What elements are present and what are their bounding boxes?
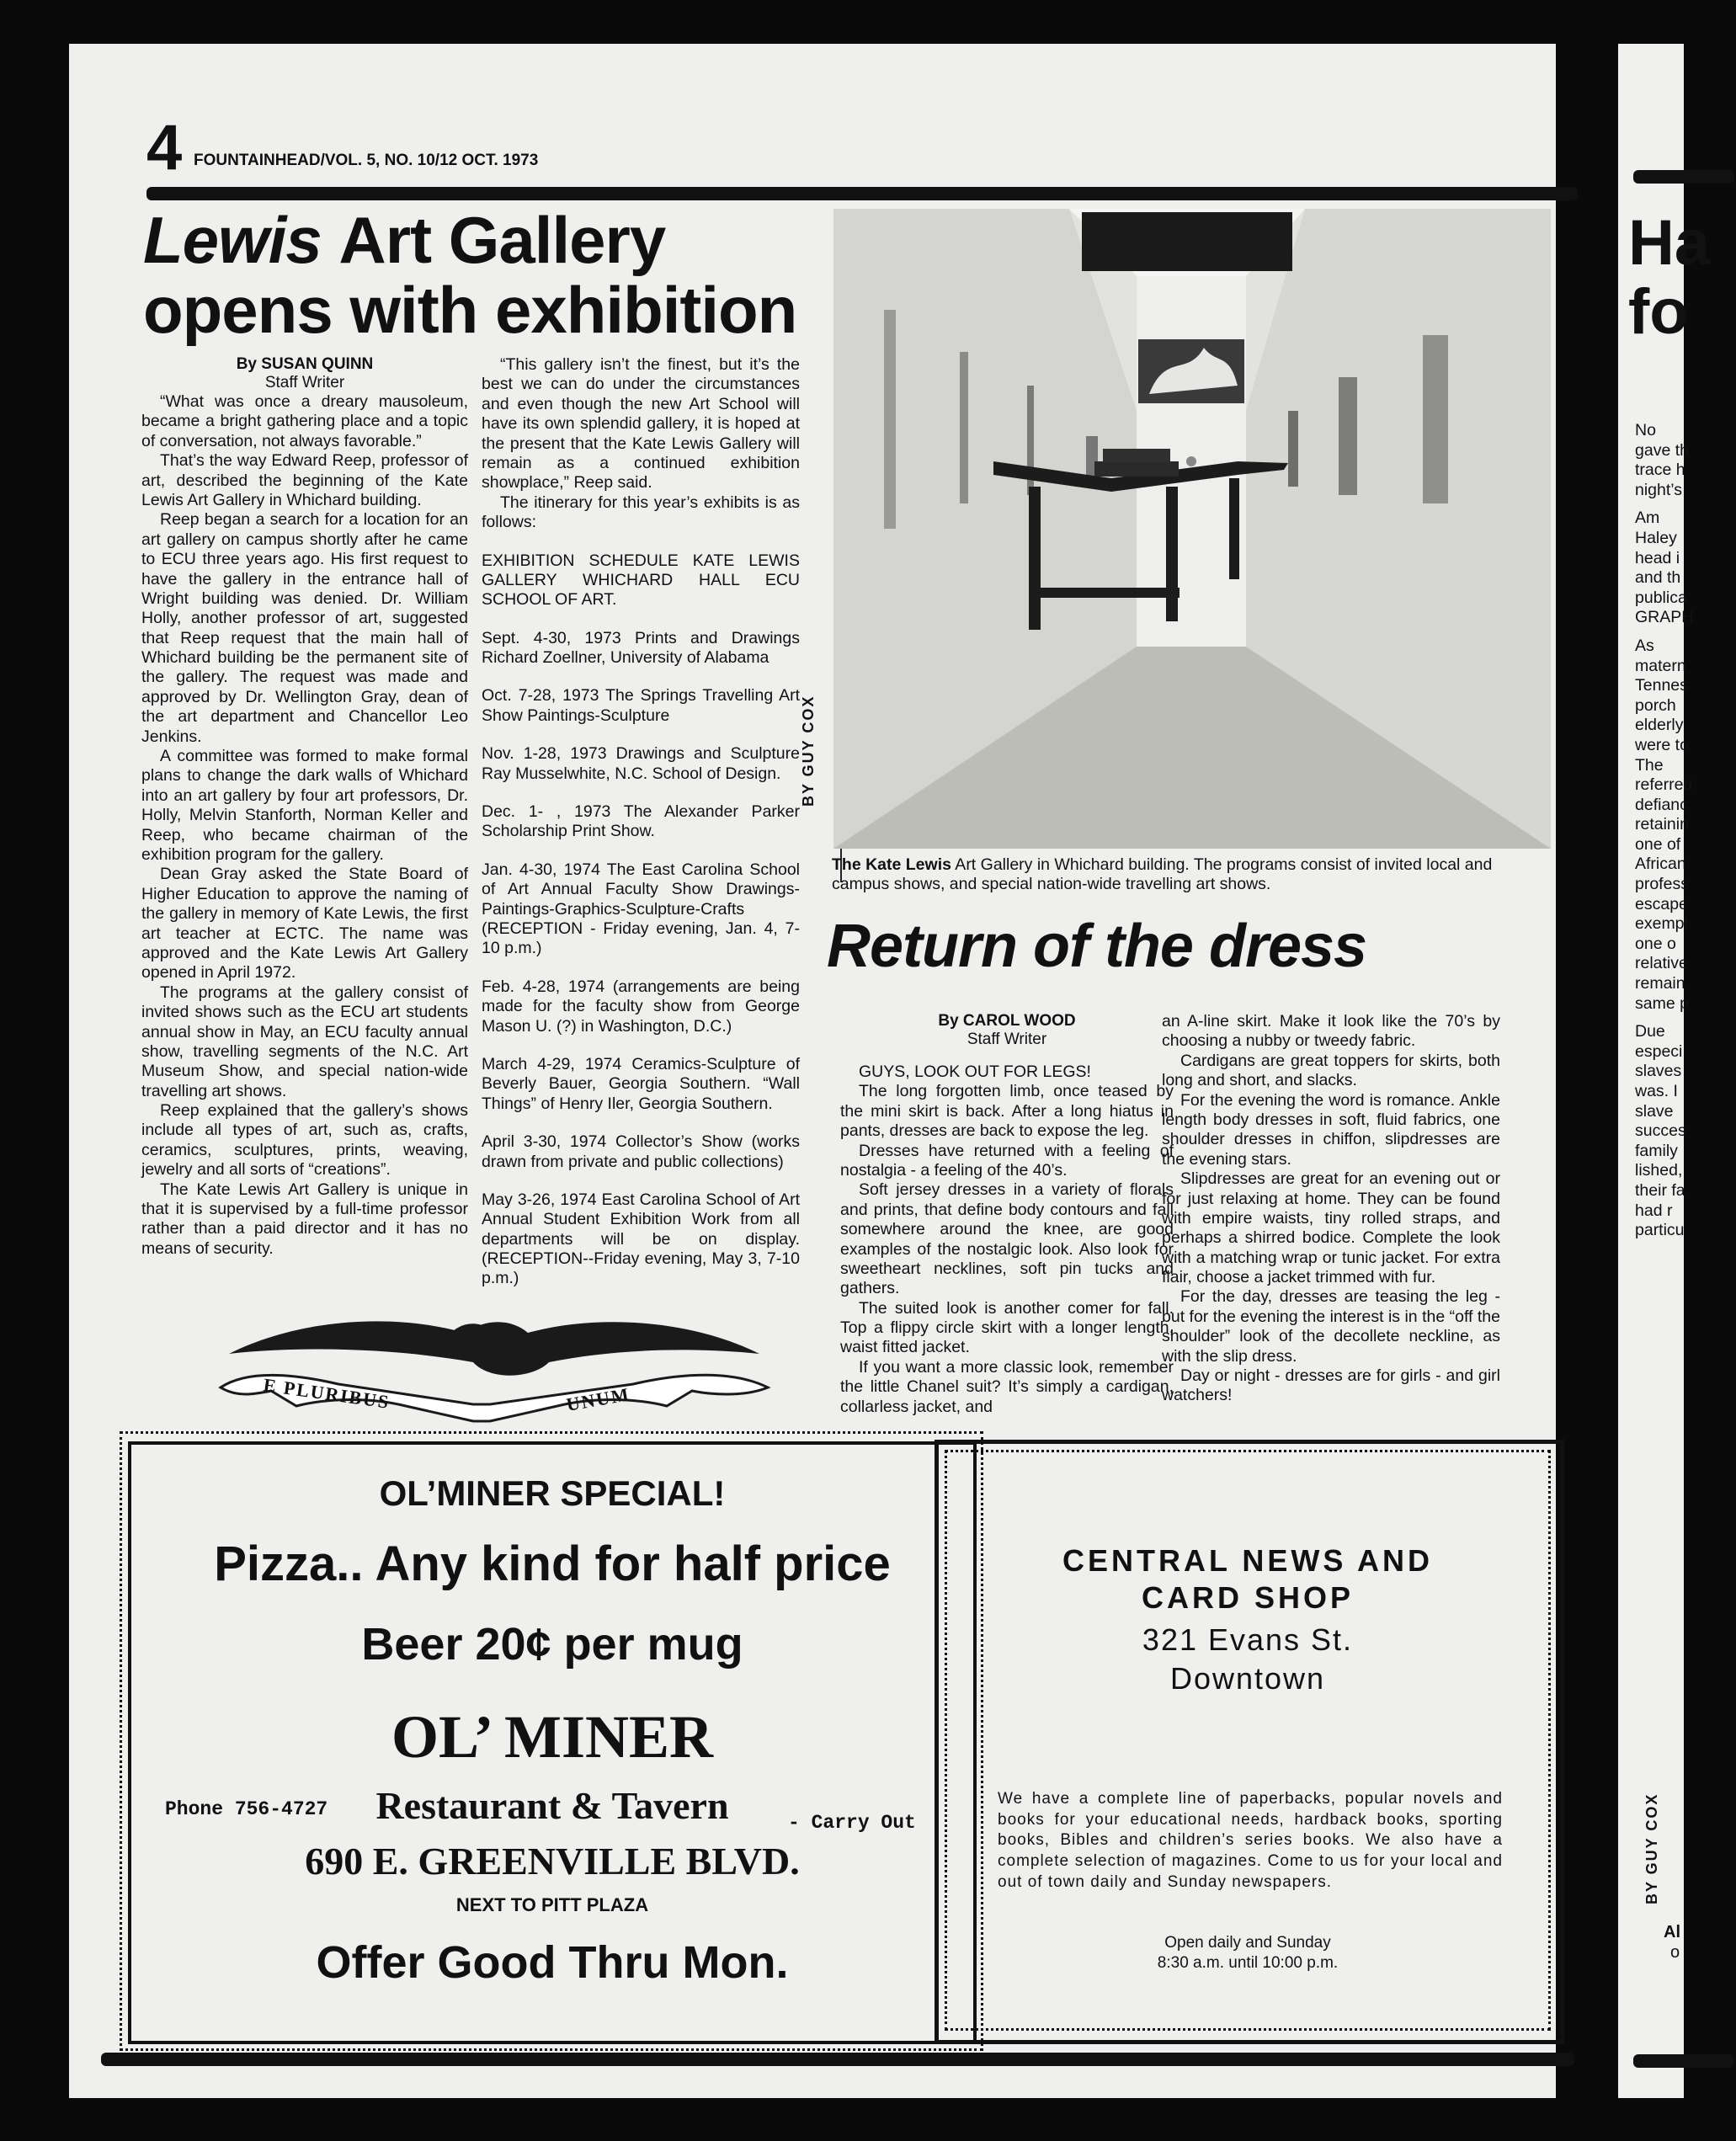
masthead-issue: FOUNTAINHEAD/VOL. 5, NO. 10/12 OCT. 1973	[194, 152, 539, 169]
adjacent-fragment: was. I	[1635, 1082, 1678, 1100]
adjacent-fragment: their fa	[1635, 1180, 1685, 1200]
paragraph: Reep explained that the gallery’s shows include all types of art, such as, crafts, ceramics, sculptures, prints, weaving, jewelry and all sorts of “creations”.	[141, 1101, 468, 1180]
adjacent-fragment: night’s	[1635, 480, 1683, 499]
adjacent-fragment: relative	[1635, 954, 1688, 973]
schedule-item: Nov. 1-28, 1973 Drawings and Sculpture Ray Musselwhite, N.C. School of Design.	[482, 744, 800, 783]
adjacent-fragment: were to	[1635, 735, 1689, 754]
olminer-beer: Beer 20¢ per mug	[361, 1619, 743, 1670]
olminer-carryout: - Carry Out	[788, 1812, 916, 1834]
adjacent-fragment: GRAPH	[1635, 608, 1694, 627]
caption-bold: The Kate Lewis	[832, 855, 951, 874]
article2-headline: Return of the dress	[827, 913, 1367, 980]
adjacent-fragment: one of	[1635, 834, 1681, 854]
adjacent-fragment: head i	[1635, 548, 1680, 567]
caption-text: Art Gallery in Whichard building. The programs consist of invited local and campus shows, and special nation-wide travelling art shows.	[832, 855, 1493, 894]
paragraph: The Kate Lewis Art Gallery is unique in that it is supervised by a full-time professor rather than a paid director and it has no means of security.	[141, 1180, 468, 1258]
motto-left: E PLURIBUS	[262, 1374, 391, 1413]
adjacent-fragment: gave th	[1635, 440, 1689, 460]
adjacent-tail1: Al	[1664, 1923, 1680, 1941]
headline-word-lewis: Lewis	[143, 203, 322, 277]
article1-headline	[143, 203, 901, 347]
motto-right: UNUM	[564, 1383, 632, 1415]
article1-col1-text	[141, 392, 468, 1259]
adjacent-fragment: slave	[1635, 1101, 1674, 1121]
article1-role: Staff Writer	[264, 374, 345, 391]
central-title1: CENTRAL NEWS AND	[1062, 1543, 1433, 1578]
paragraph: Reep began a search for a location for an art gallery on campus shortly after he came to ECU three years ago. His first request to have the gallery in the entrance hall of Wright building was denied. Dr. William Holly, another professor of art, suggested that Reep request that the main hall of Whichard building be the permanent site of the gallery. The request was made and approved by Dr. Wellington Gray, dean of the art department and Chancellor Leo Jenkins.	[141, 510, 468, 746]
adjacent-fragment: referred	[1635, 775, 1693, 795]
article1-column2	[482, 355, 800, 1289]
adjacent-fragment: lished,	[1635, 1161, 1683, 1180]
paragraph: The suited look is another comer for fall. Top a flippy circle skirt with a longer length, waist fitted jacket.	[840, 1298, 1174, 1357]
paragraph: The itinerary for this year’s exhibits is as follows:	[482, 493, 800, 532]
schedule-item: Sept. 4-30, 1973 Prints and Drawings Richard Zoellner, University of Alabama	[482, 628, 800, 668]
photo-credit: BY GUY COX	[800, 695, 817, 807]
adjacent-page	[1618, 44, 1711, 2098]
paragraph: an A-line skirt. Make it look like the 70’s by choosing a nubby or tweedy fabric.	[1162, 1012, 1500, 1051]
adjacent-fragment: matern	[1635, 656, 1686, 675]
central-hours2: 8:30 a.m. until 10:00 p.m.	[1157, 1954, 1339, 1972]
adjacent-fragment: publica	[1635, 588, 1687, 607]
adjacent-fragment: same p	[1635, 993, 1689, 1013]
paragraph: “This gallery isn’t the finest, but it’s the best we can do under the circumstances and even though the new Art School will have its own splendid gallery, it is hoped at the present that the Kate Lewis Gallery will remain as a continued exhibition showplace,” Reep said.	[482, 355, 800, 493]
adjacent-fragment: family	[1635, 1141, 1678, 1160]
adjacent-fragment: The	[1635, 755, 1664, 775]
paragraph: Day or night - dresses are for girls - and girl watchers!	[1162, 1366, 1500, 1405]
adjacent-top-rule	[1633, 170, 1734, 184]
olminer-ad	[128, 1441, 977, 2044]
bottom-rule	[101, 2053, 1574, 2066]
headline-art-gallery: Art Gallery	[338, 203, 666, 277]
paragraph: Dean Gray asked the State Board of Higher Education to approve the naming of the gallery in memory of Kate Lewis, the first art teacher at ECTC. The name was approved and the Kate Lewis Art Gallery opened in April 1972.	[141, 865, 468, 983]
adjacent-fragment: trace h	[1635, 461, 1685, 480]
adjacent-fragment: exempt	[1635, 914, 1689, 934]
paragraph: Slipdresses are great for an evening out or for just relaxing at home. They can be found with empire waists, tiny rolled straps, and perhaps a shirred bodice. Complete the look with a matching wrap or tunic jacket. For extra flair, choose a jacket trimmed with fur.	[1162, 1169, 1500, 1287]
paragraph: Soft jersey dresses in a variety of florals and prints, that define body contours and fall somewhere around the knee, are good examples of the nostalgic look. Also look for sweetheart necklines, soft pin tucks and gathers.	[840, 1180, 1174, 1298]
page-number: 4	[146, 112, 183, 184]
adjacent-fragment: slaves	[1635, 1062, 1682, 1081]
adjacent-headline-line1: Ha	[1628, 207, 1711, 279]
adjacent-headline	[1628, 209, 1710, 347]
paragraph: Cardigans are great toppers for skirts, both long and short, and slacks.	[1162, 1051, 1500, 1090]
adjacent-fragment: profess	[1635, 875, 1689, 894]
central-hours1: Open daily and Sunday	[1164, 1934, 1331, 1952]
adjacent-fragment: Due	[1635, 1022, 1665, 1041]
article2-column1	[840, 1012, 1174, 1417]
article2-col1-text	[840, 1063, 1174, 1417]
olminer-offer: Offer Good Thru Mon.	[316, 1937, 789, 1988]
paragraph: If you want a more classic look, remember the little Chanel suit? It’s simply a cardigan, collarless jacket, and	[840, 1357, 1174, 1416]
paragraph: Dresses have returned with a feeling of nostalgia - a feeling of the 40’s.	[840, 1141, 1174, 1180]
adjacent-bottom-rule	[1633, 2054, 1734, 2068]
schedule-item: Dec. 1- , 1973 The Alexander Parker Scholarship Print Show.	[482, 802, 800, 841]
central-ad	[945, 1450, 1551, 2031]
article1-byline: By SUSAN QUINN	[236, 355, 374, 373]
central-title2: CARD SHOP	[1141, 1580, 1355, 1615]
paragraph: The programs at the gallery consist of invited shows such as the ECU art students annual show in May, an ECU faculty annual show, travelling segments of the N.C. Art Museum Show, and special nation-wide travelling art shows.	[141, 983, 468, 1100]
paragraph: For the day, dresses are teasing the leg - but for the evening the interest is in the “off the shoulder” look of the decollete neckline, as with the slip dress.	[1162, 1287, 1500, 1366]
newspaper-page	[69, 44, 1556, 2098]
central-area: Downtown	[1169, 1661, 1326, 1696]
gallery-photo	[833, 209, 1551, 849]
adjacent-fragment: had r	[1635, 1201, 1673, 1220]
adjacent-fragment: retainin	[1635, 815, 1689, 834]
paragraph: GUYS, LOOK OUT FOR LEGS!	[859, 1063, 1091, 1081]
adjacent-fragment: remain	[1635, 974, 1685, 993]
adjacent-fragment: No	[1635, 421, 1656, 439]
olminer-sub: Restaurant & Tavern	[375, 1784, 729, 1827]
adjacent-tail2: o	[1670, 1943, 1680, 1962]
central-address: 321 Evans St.	[1142, 1622, 1354, 1657]
eagle-icon	[195, 1303, 785, 1430]
article2-column2	[1162, 1012, 1500, 1406]
headline-line2: opens with exhibition	[143, 272, 797, 347]
olminer-next: NEXT TO PITT PLAZA	[455, 1894, 649, 1915]
adjacent-fragment: and th	[1635, 568, 1681, 588]
article1-column1	[141, 355, 468, 1259]
olminer-phone: Phone 756-4727	[165, 1798, 328, 1820]
article2-role: Staff Writer	[967, 1031, 1047, 1048]
schedule-item: March 4-29, 1974 Ceramics-Sculpture of Beverly Bauer, Georgia Southern. “Wall Things” of Henry Iler, Georgia Southern.	[482, 1054, 800, 1113]
adjacent-fragment: elderly	[1635, 716, 1684, 735]
central-body: We have a complete line of paperbacks, popular novels and books for your educational needs, hardback books, sporting books, Bibles and children’s series books. We also have a complete selection of magazines. Come to us for your local and out of town daily and Sunday newspapers.	[998, 1790, 1503, 1891]
adjacent-fragment: defianc	[1635, 795, 1688, 814]
adjacent-fragment: Haley	[1635, 528, 1677, 547]
adjacent-fragment: particu	[1635, 1221, 1685, 1240]
schedule-item: May 3-26, 1974 East Carolina School of Art Annual Student Exhibition Work from all departments will be on display. (RECEPTION--Friday evening, May 3, 7-10 p.m.)	[482, 1190, 800, 1288]
eagle-emblem	[195, 1303, 785, 1430]
adjacent-photo-credit: BY GUY COX	[1643, 1792, 1660, 1904]
olminer-title: OL’MINER SPECIAL!	[379, 1473, 726, 1513]
adjacent-fragment: succes	[1635, 1121, 1686, 1141]
adjacent-text-fragments	[1635, 421, 1736, 1241]
paragraph: The long forgotten limb, once teased by the mini skirt is back. After a long hiatus in pants, dresses are back to expose the leg.	[840, 1082, 1174, 1141]
adjacent-fragment: Tennes	[1635, 676, 1688, 695]
olminer-name: OL’ MINER	[391, 1703, 714, 1771]
gallery-hall-photo-svg	[833, 209, 1551, 849]
photo-caption	[832, 855, 1549, 895]
paragraph: A committee was formed to make formal plans to change the dark walls of Whichard into an art gallery by four art professors, Dr. Holly, Melvin Stanforth, Norman Keller and Reep, who became chairman of the exhibition program for the gallery.	[141, 747, 468, 864]
schedule-item: Jan. 4-30, 1974 The East Carolina School of Art Annual Faculty Show Drawings-Paintings-Graphics-Sculpture-Crafts (RECEPTION - Friday evening, Jan. 4, 7-10 p.m.)	[482, 860, 800, 958]
schedule-item: Oct. 7-28, 1973 The Springs Travelling Art Show Paintings-Sculpture	[482, 686, 800, 725]
schedule-item: Feb. 4-28, 1974 (arrangements are being made for the faculty show from George Mason U. (?) in Washington, D.C.)	[482, 977, 800, 1036]
paragraph: “What was once a dreary mausoleum, became a bright gathering place and a topic of conversation, not always favorable.”	[141, 392, 468, 450]
top-rule	[146, 187, 1578, 200]
adjacent-fragment: one o	[1635, 934, 1676, 953]
article2-byline: By CAROL WOOD	[938, 1012, 1076, 1030]
schedule-item: April 3-30, 1974 Collector’s Show (works drawn from private and public collections)	[482, 1132, 800, 1171]
adjacent-fragment: escape	[1635, 894, 1688, 913]
adjacent-fragment: especi	[1635, 1041, 1683, 1061]
adjacent-headline-line2: fo	[1628, 276, 1689, 349]
olminer-address: 690 E. GREENVILLE BLVD.	[305, 1840, 800, 1883]
adjacent-fragment: As	[1635, 636, 1654, 655]
paragraph: For the evening the word is romance. Ankle length body dresses in soft, fluid fabrics, one shoulder dresses in chiffon, slipdresses are the evening stars.	[1162, 1090, 1500, 1169]
paragraph: That’s the way Edward Reep, professor of art, described the beginning of the Kate Lewis Art Gallery in Whichard building.	[141, 451, 468, 509]
adjacent-fragment: porch	[1635, 695, 1676, 715]
adjacent-fragment: African	[1635, 855, 1686, 874]
schedule-title: EXHIBITION SCHEDULE KATE LEWIS GALLERY WHICHARD HALL ECU SCHOOL OF ART.	[482, 551, 800, 610]
adjacent-fragment: Am	[1635, 509, 1660, 528]
olminer-pizza: Pizza.. Any kind for half price	[214, 1537, 891, 1591]
